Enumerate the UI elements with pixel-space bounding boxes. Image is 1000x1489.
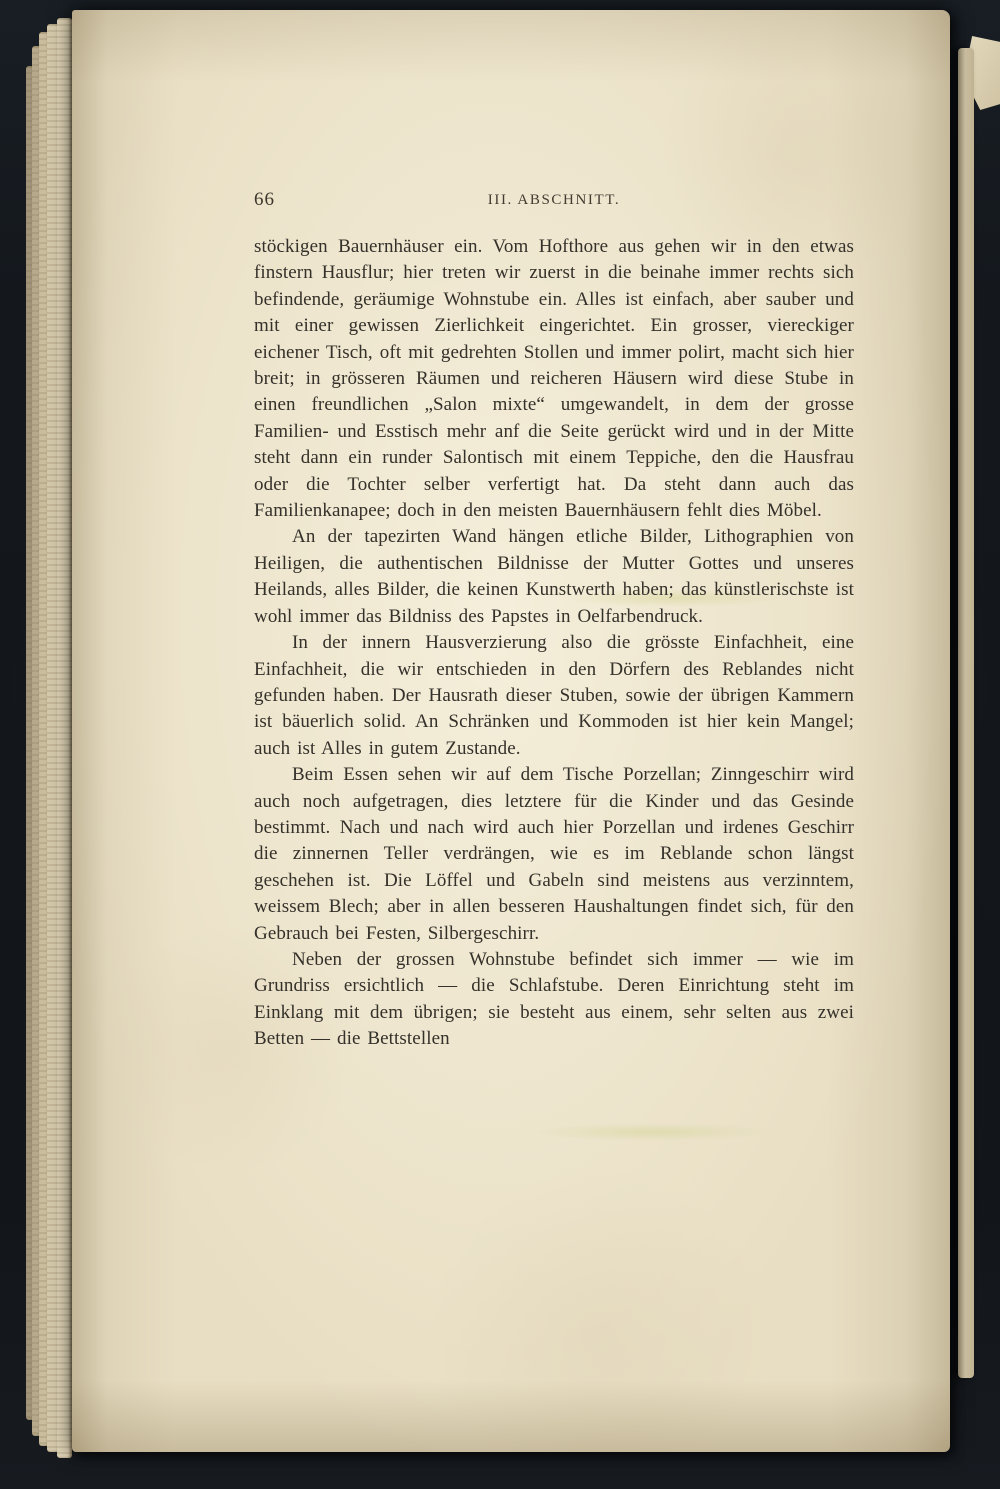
paragraph: In der innern Hausverzierung also die grösste Einfachheit, eine Einfachheit, die wir entschieden in den Dörfern des Reblandes nicht gefunden haben. Der Hausrath dieser Stuben, sowie der übrigen Kammern ist bäuerlich solid. An Schränken und Kommoden ist hier kein Mangel; auch ist Alles in gutem Zustande. xyxy=(254,632,854,759)
book-page xyxy=(72,10,950,1452)
page-edge-strip xyxy=(57,18,72,1458)
page-body xyxy=(254,234,854,1053)
page-header xyxy=(254,188,854,214)
paragraph: Neben der grossen Wohnstube befindet sich immer — wie im Grundriss ersichtlich — die Schlafstube. Deren Einrichtung steht im Einklang mit dem übrigen; sie besteht aus einem, sehr selten aus zwei Betten — die Bettstellen xyxy=(254,948,854,1050)
running-title: III. ABSCHNITT. xyxy=(487,192,621,208)
paragraph: Beim Essen sehen wir auf dem Tische Porzellan; Zinngeschirr wird auch noch aufgetragen, dies letztere für die Kinder und das Gesinde bestimmt. Nach und nach wird auch hier Porzellan und irdenes Geschirr die zinnernen Teller verdrängen, wie es im Reblande schon längst geschehen ist. Die Löffel und Gabeln sind meistens aus verzinntem, weissem Blech; aber in allen besseren Haushaltungen findet sich, für den Gebrauch bei Festen, Silbergeschirr. xyxy=(254,764,854,944)
next-page-edge xyxy=(958,48,974,1378)
paragraph: stöckigen Bauernhäuser ein. Vom Hofthore aus gehen wir in den etwas finstern Hausflur; hier treten wir zuerst in die beinahe immer rechts sich befindende, geräumige Wohnstube ein. Alles ist einfach, aber sauber und mit einer gewissen Zierlichkeit eingerichtet. Ein grosser, viereckiger eichener Tisch, oft mit gedrehten Stollen und immer polirt, macht sich hier breit; in grösseren Räumen und reicheren Häusern wird diese Stube in einen freundlichen „Salon mixte“ umgewandelt, in dem der grosse Familien- und Esstisch mehr anf die Seite gerückt wird und in der Mitte steht dann ein runder Salontisch mit einem Teppiche, den die Hausfrau oder die Tochter selber verfertigt hat. Da steht dann auch das Familienkanapee; doch in den meisten Bauernhäusern fehlt dies Möbel. xyxy=(254,236,854,522)
paragraph: An der tapezirten Wand hängen etliche Bilder, Lithographien von Heiligen, die authentischen Bildnisse der Mutter Gottes und unseres Heilands, alles Bilder, die keinen Kunstwerth haben; das künstlerischste ist wohl immer das Bildniss des Papstes in Oelfarbendruck. xyxy=(254,526,854,627)
page-number: 66 xyxy=(254,189,275,210)
